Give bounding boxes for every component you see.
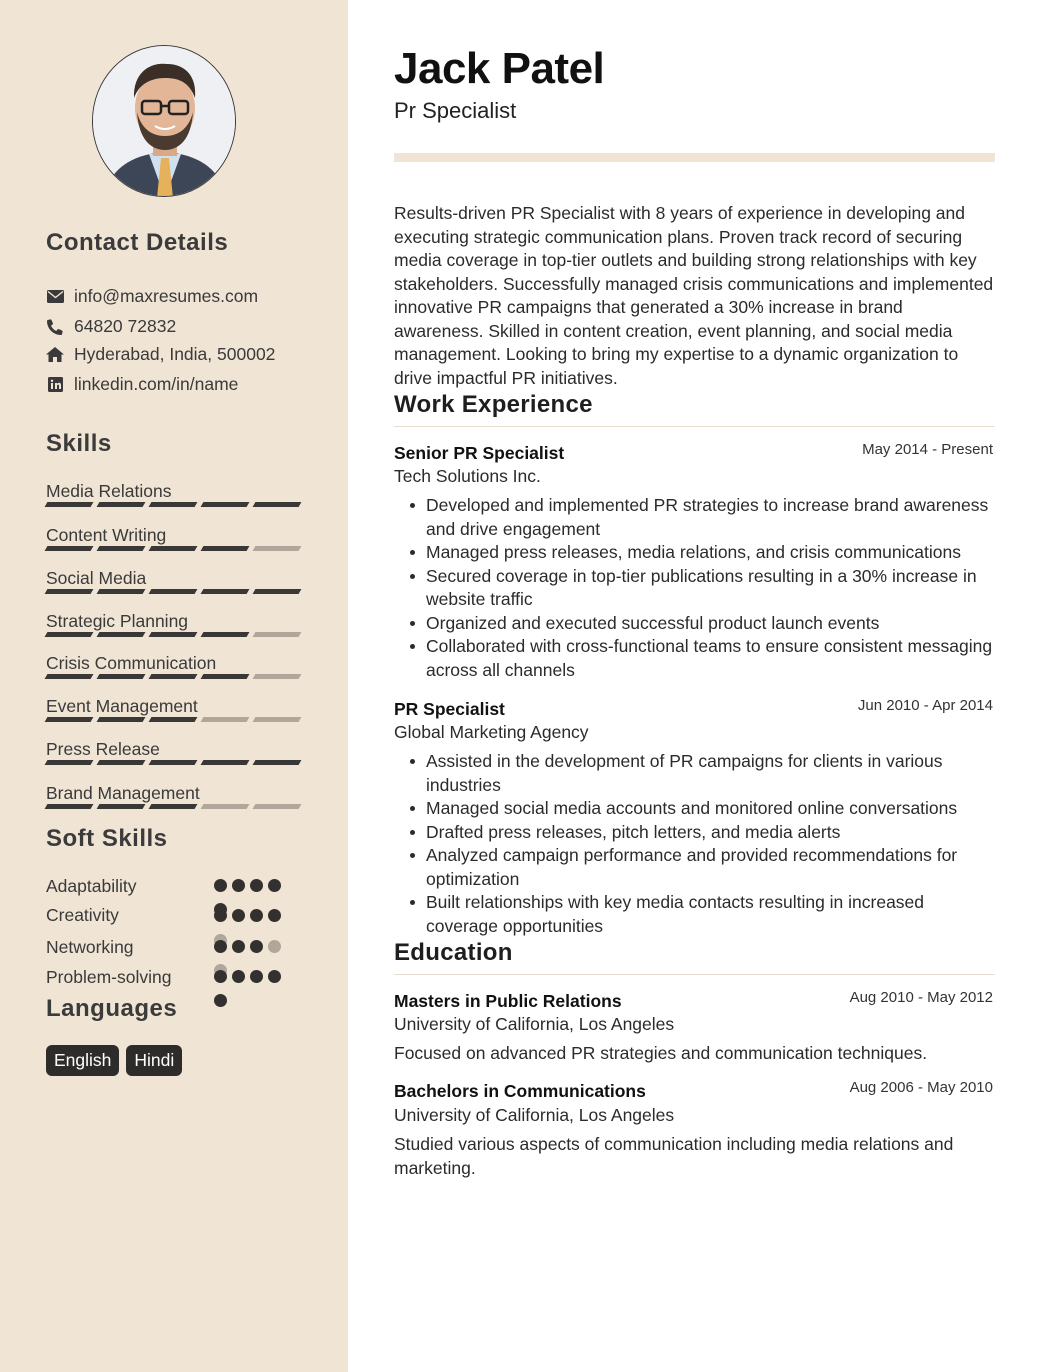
soft-skill-dot — [268, 879, 281, 892]
skill-level-segment — [45, 674, 94, 679]
skill-label: Brand Management — [46, 783, 200, 803]
skill-label: Content Writing — [46, 525, 167, 545]
candidate-name: Jack Patel — [394, 44, 605, 93]
skill-label: Media Relations — [46, 481, 172, 501]
profile-photo-illustration — [93, 46, 236, 197]
skill-item — [46, 738, 302, 765]
skill-level-segment — [97, 589, 146, 594]
skill-level-segment — [45, 502, 94, 507]
education-description: Focused on advanced PR strategies and communication techniques. — [394, 1043, 928, 1063]
skill-level-segment — [201, 717, 250, 722]
contact-phone-row — [46, 316, 176, 337]
contact-heading: Contact Details — [46, 229, 229, 256]
soft-skills-heading: Soft Skills — [46, 825, 168, 852]
home-icon — [46, 346, 64, 364]
contact-linkedin-row — [46, 374, 238, 395]
list-item: Managed social media accounts and monitored online conversations — [410, 797, 1000, 821]
skill-level-segment — [149, 674, 198, 679]
skill-level-bars — [46, 632, 302, 637]
skill-level-segment — [97, 502, 146, 507]
soft-skill-label: Problem-solving — [46, 967, 172, 987]
job-bullets — [410, 494, 1000, 682]
degree-title: Bachelors in Communications — [394, 1081, 646, 1101]
list-item: Built relationships with key media contacts resulting in increased coverage opportunities — [410, 891, 1000, 938]
skill-level-bars — [46, 674, 302, 679]
skill-level-segment — [253, 632, 302, 637]
soft-skill-dot — [268, 940, 281, 953]
candidate-title: Pr Specialist — [394, 98, 517, 123]
soft-skill-dot — [232, 940, 245, 953]
skill-item — [46, 652, 302, 679]
soft-skill-dot — [268, 909, 281, 922]
school-name: University of California, Los Angeles — [394, 1014, 675, 1034]
skill-level-segment — [253, 760, 302, 765]
soft-skill-dot — [250, 970, 263, 983]
skill-label: Press Release — [46, 739, 160, 759]
skill-level-segment — [97, 804, 146, 809]
skill-level-segment — [97, 717, 146, 722]
phone-icon — [46, 318, 64, 336]
languages-list — [46, 1045, 182, 1076]
linkedin-icon — [46, 376, 64, 394]
job-title: Senior PR Specialist — [394, 443, 565, 463]
skill-label: Event Management — [46, 696, 198, 716]
skill-level-segment — [45, 804, 94, 809]
contact-email[interactable]: info@maxresumes.com — [74, 286, 259, 306]
skill-level-segment — [149, 717, 198, 722]
skill-label: Social Media — [46, 568, 147, 588]
skill-level-segment — [253, 502, 302, 507]
skill-level-segment — [149, 589, 198, 594]
skill-level-segment — [149, 804, 198, 809]
soft-skill-dot — [268, 970, 281, 983]
contact-email-row — [46, 286, 258, 307]
skill-level-segment — [149, 546, 198, 551]
skill-level-bars — [46, 804, 302, 809]
skill-level-segment — [253, 589, 302, 594]
soft-skill-dot — [214, 994, 227, 1007]
skill-level-segment — [201, 589, 250, 594]
list-item: Secured coverage in top-tier publications resulting in a 30% increase in website traffic — [410, 565, 1000, 612]
skill-level-segment — [45, 546, 94, 551]
contact-phone[interactable]: 64820 72832 — [74, 316, 177, 336]
skill-item — [46, 524, 302, 551]
job-bullets — [410, 750, 1000, 938]
soft-skill-label: Networking — [46, 937, 134, 957]
skill-level-segment — [45, 632, 94, 637]
profile-photo — [92, 45, 236, 197]
skill-item — [46, 695, 302, 722]
list-item: Assisted in the development of PR campaigns for clients in various industries — [410, 750, 1000, 797]
skill-level-segment — [253, 804, 302, 809]
accent-divider — [394, 153, 995, 162]
language-tag: Hindi — [126, 1045, 182, 1076]
section-divider — [394, 974, 995, 975]
soft-skill-dot — [232, 909, 245, 922]
school-name: University of California, Los Angeles — [394, 1105, 675, 1125]
skill-level-segment — [201, 632, 250, 637]
skill-level-segment — [149, 502, 198, 507]
job-dates: Jun 2010 - Apr 2014 — [857, 697, 993, 714]
job-title: PR Specialist — [394, 699, 505, 719]
skill-level-segment — [253, 546, 302, 551]
skill-level-segment — [201, 760, 250, 765]
list-item: Analyzed campaign performance and provided recommendations for optimization — [410, 844, 1000, 891]
work-experience-heading: Work Experience — [394, 391, 593, 418]
list-item: Collaborated with cross-functional teams to ensure consistent messaging across all channels — [410, 635, 1000, 682]
job-organization: Tech Solutions Inc. — [394, 466, 541, 486]
job-dates: May 2014 - Present — [862, 441, 993, 458]
list-item: Managed press releases, media relations, and crisis communications — [410, 541, 1000, 565]
language-tag: English — [46, 1045, 119, 1076]
soft-skill-label: Creativity — [46, 905, 119, 925]
skill-level-bars — [46, 589, 302, 594]
education-dates: Aug 2010 - May 2012 — [849, 989, 993, 1006]
skill-item — [46, 567, 302, 594]
envelope-icon — [46, 288, 64, 306]
skill-item — [46, 782, 302, 809]
section-divider — [394, 426, 995, 427]
contact-address: Hyderabad, India, 500002 — [74, 344, 276, 364]
education-description: Studied various aspects of communication including media relations and marketing. — [394, 1134, 954, 1178]
skill-item — [46, 480, 302, 507]
contact-address-row — [46, 344, 275, 365]
skill-level-segment — [45, 717, 94, 722]
languages-heading: Languages — [46, 995, 178, 1022]
skill-level-bars — [46, 502, 302, 507]
soft-skill-dot — [250, 940, 263, 953]
education-dates: Aug 2006 - May 2010 — [849, 1079, 993, 1096]
soft-skill-dot — [232, 970, 245, 983]
soft-skill-label: Adaptability — [46, 876, 137, 896]
list-item: Drafted press releases, pitch letters, and media alerts — [410, 821, 1000, 845]
skill-level-segment — [201, 546, 250, 551]
skill-level-segment — [201, 804, 250, 809]
profile-summary: Results-driven PR Specialist with 8 years of experience in developing and executing strategic communication plans. Proven track record of securing media coverage in top-tier outlets and building strong relationships with key stakeholders. Successfully managed crisis communications and implemented innovative PR campaigns that generated a 30% increase in brand awareness. Skilled in content creation, event planning, and social media management. Looking to bring my expertise to a dynamic organization to drive impactful PR initiatives. — [394, 203, 994, 388]
soft-skill-dot — [250, 909, 263, 922]
list-item: Developed and implemented PR strategies to increase brand awareness and drive engagement — [410, 494, 1000, 541]
skill-level-bars — [46, 546, 302, 551]
education-heading: Education — [394, 939, 513, 966]
skills-heading: Skills — [46, 430, 112, 457]
list-item: Organized and executed successful product launch events — [410, 612, 1000, 636]
skill-level-bars — [46, 760, 302, 765]
degree-title: Masters in Public Relations — [394, 991, 622, 1011]
skill-level-segment — [201, 502, 250, 507]
skill-level-segment — [149, 760, 198, 765]
contact-linkedin[interactable]: linkedin.com/in/name — [74, 374, 239, 394]
soft-skill-dot — [214, 970, 227, 983]
sidebar — [0, 0, 348, 1372]
skill-label: Crisis Communication — [46, 653, 217, 673]
skill-level-segment — [253, 674, 302, 679]
skill-level-segment — [253, 717, 302, 722]
skill-label: Strategic Planning — [46, 611, 189, 631]
job-organization: Global Marketing Agency — [394, 722, 589, 742]
soft-skill-dot — [214, 940, 227, 953]
skill-level-segment — [97, 760, 146, 765]
skill-level-segment — [97, 632, 146, 637]
skill-level-segment — [45, 589, 94, 594]
skill-level-segment — [201, 674, 250, 679]
skill-item — [46, 610, 302, 637]
soft-skill-dot — [250, 879, 263, 892]
skill-level-segment — [149, 632, 198, 637]
soft-skill-dot — [232, 879, 245, 892]
skill-level-bars — [46, 717, 302, 722]
skill-level-segment — [97, 674, 146, 679]
skill-level-segment — [97, 546, 146, 551]
soft-skill-dot — [214, 909, 227, 922]
main-content — [348, 0, 1040, 1372]
skill-level-segment — [45, 760, 94, 765]
soft-skill-dot — [214, 879, 227, 892]
